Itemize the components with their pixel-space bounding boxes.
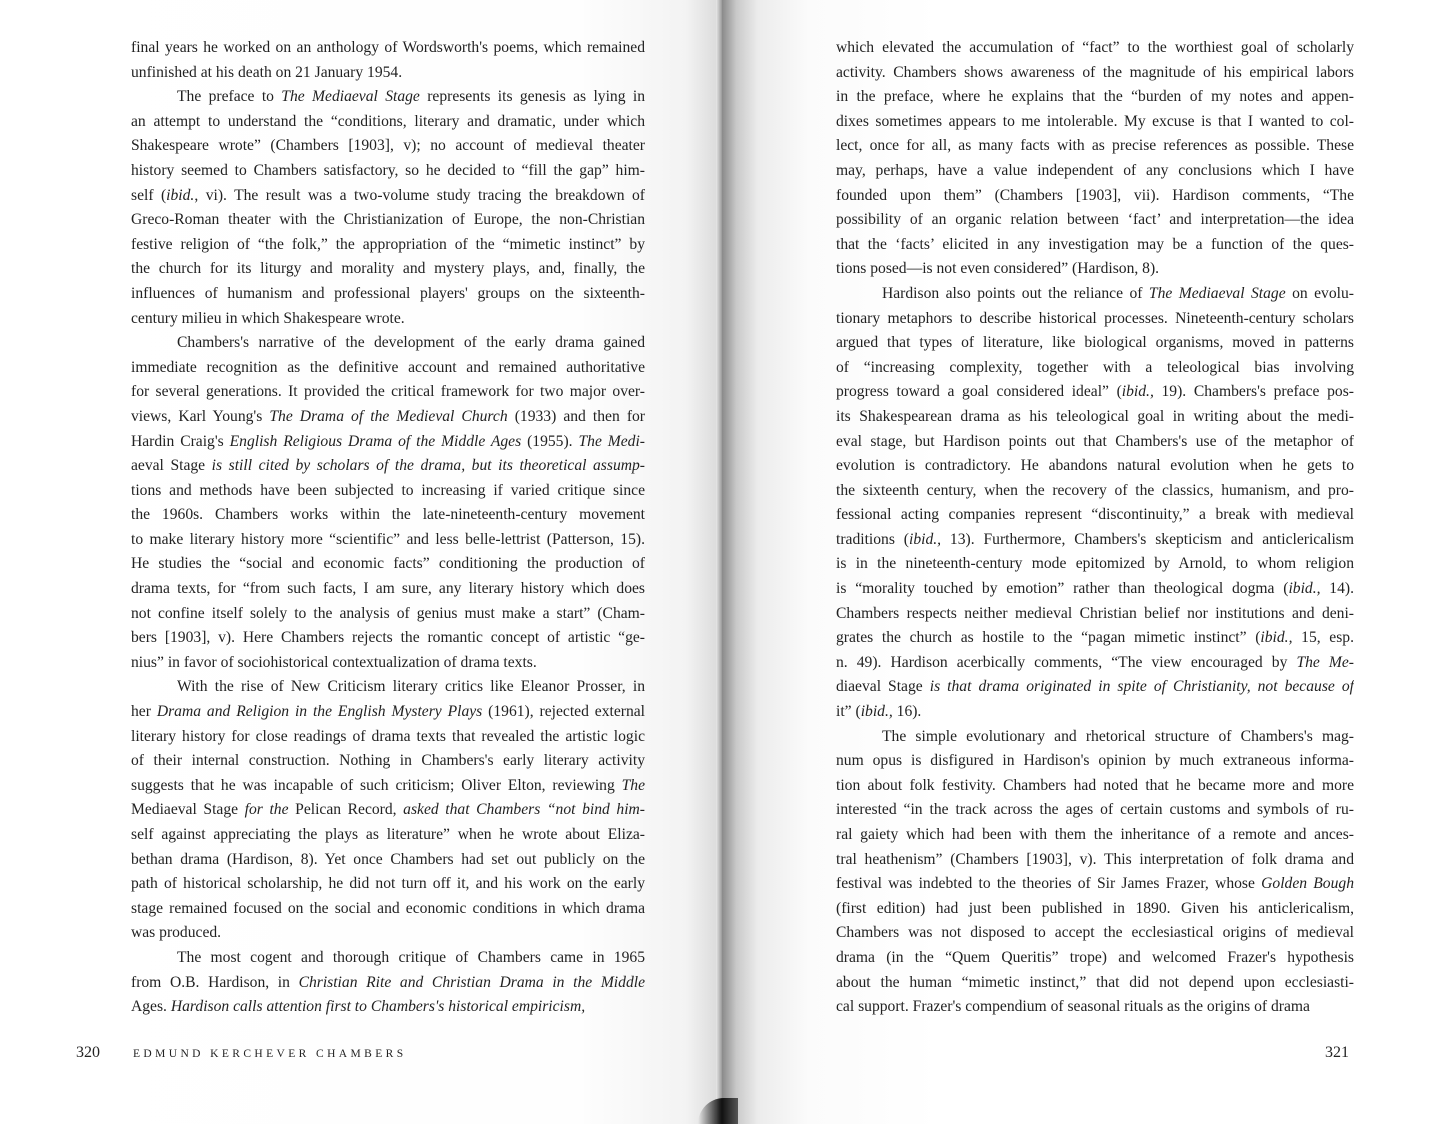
text-run: not confine itself solely to the analysis of genius must make a start” (Cham- [131, 604, 645, 622]
text-run: Ages. [131, 998, 167, 1016]
text-run: The simple evolutionary and rhetorical structure of Chambers's mag- [882, 727, 1354, 745]
text-line [836, 380, 1354, 405]
text-run: Pelican Record, [295, 801, 397, 819]
text-line [836, 675, 1354, 700]
text-run: (1933) and then for [507, 407, 645, 425]
text-run: self against appreciating the plays as literature” when he wrote about Eliza- [131, 826, 645, 843]
text-run: With the rise of New Criticism literary critics like Eleanor Prosser, in [177, 678, 645, 696]
text-run: her [131, 703, 157, 721]
text-run: fessional acting companies represent “discontinuity,” a break with medieval [836, 506, 1354, 524]
text-line [131, 454, 645, 479]
text-run: tionary metaphors to describe historical processes. Nineteenth-century scholars [836, 309, 1354, 327]
text-line [836, 749, 1354, 774]
text-run: is “morality touched by emotion” rather than theological dogma ( [836, 580, 1289, 598]
text-line [836, 700, 1354, 725]
text-line [131, 61, 645, 86]
text-run: festive religion of “the folk,” the appropriation of the “mimetic instinct” by [131, 235, 645, 253]
text-line [836, 995, 1354, 1020]
italic-title: The Mediaeval Stage [281, 88, 420, 106]
text-run: activity. Chambers shows awareness of the magnitude of his empirical labors [836, 63, 1354, 81]
text-run: ral gaiety which had been with them the inheritance of a remote and ances- [836, 826, 1354, 843]
text-run: century milieu in which Shakespeare wrote. [131, 309, 405, 327]
text-run: n. 49). Hardison acerbically comments, “The view encouraged by [836, 653, 1297, 671]
italic-title: The [621, 776, 645, 794]
text-line [131, 971, 645, 996]
text-run: is in the nineteenth-century mode epitomized by Arnold, to whom religion [836, 555, 1354, 573]
text-run: of their internal construction. Nothing in Chambers's early literary activity [131, 752, 645, 770]
text-line [836, 85, 1354, 110]
text-line [131, 233, 645, 258]
italic-title: The Mediaeval Stage [1148, 284, 1286, 302]
text-run: the 1960s. Chambers works within the late-nineteenth-century movement [131, 506, 645, 524]
text-run: drama (in the “Quem Queritis” trope) and welcomed Frazer's hypothesis [836, 948, 1354, 966]
italic-title: Hardison calls attention first to Chambers's historical empiricism, [166, 998, 586, 1016]
text-line [836, 331, 1354, 356]
text-run: its Shakespearean drama as his teleological goal in writing about the medi- [836, 407, 1354, 425]
text-line [836, 823, 1354, 848]
text-run: progress toward a goal considered ideal” ( [836, 383, 1122, 401]
book-gutter [716, 0, 722, 1124]
italic-title: ibid., [908, 530, 942, 548]
text-line [131, 946, 645, 971]
text-run: possibility of an organic relation between ‘fact’ and interpretation—the idea [836, 211, 1354, 229]
text-line [131, 798, 645, 823]
text-line [836, 503, 1354, 528]
italic-title: asked that Chambers “not bind him- [396, 801, 645, 819]
text-run: in the preface, where he explains that the “burden of my notes and appen- [836, 88, 1354, 106]
running-head: EDMUND KERCHEVER CHAMBERS [133, 1048, 407, 1060]
text-line [836, 282, 1354, 307]
text-line [836, 872, 1354, 897]
text-line [836, 798, 1354, 823]
text-line [836, 159, 1354, 184]
text-run: Mediaeval Stage [131, 801, 239, 819]
text-line [836, 356, 1354, 381]
text-run: (1961), rejected external [482, 703, 645, 721]
left-page-body-text [131, 36, 645, 1020]
text-line [131, 184, 645, 209]
text-line [836, 184, 1354, 209]
text-line [836, 454, 1354, 479]
text-run: interested “in the track across the ages of certain customs and symbols of ru- [836, 801, 1354, 819]
italic-title: for the [238, 801, 296, 819]
text-run: the church for its liturgy and morality and mystery plays, and, finally, the [131, 260, 645, 278]
text-line [131, 872, 645, 897]
text-line [131, 749, 645, 774]
text-run: on evolu- [1285, 284, 1354, 302]
text-run: of “increasing complexity, together with a teleological bias involving [836, 358, 1354, 376]
italic-title: Golden Bough [1261, 875, 1354, 893]
text-line [836, 921, 1354, 946]
italic-title: ibid. [166, 186, 195, 204]
italic-title: The Medi- [578, 432, 645, 450]
text-run: that the ‘facts’ elicited in any investigation may be a function of the ques- [836, 235, 1354, 253]
text-line [131, 110, 645, 135]
text-line [131, 823, 645, 848]
text-line [131, 479, 645, 504]
text-run: , vi). The result was a two-volume study tracing the breakdown of [194, 186, 645, 204]
text-line [131, 577, 645, 602]
text-line [131, 85, 645, 110]
text-run: dixes sometimes appears to me intolerable. My excuse is that I wanted to col- [836, 112, 1354, 130]
text-line [131, 995, 645, 1020]
text-run: tion about folk festivity. Chambers had noted that he became more and more [836, 776, 1354, 794]
text-line [131, 528, 645, 553]
text-run: 15, esp. [1292, 629, 1354, 647]
text-run: drama texts, for “from such facts, I am sure, any literary history which does [131, 580, 645, 598]
text-line [836, 307, 1354, 332]
text-run: lect, once for all, as many facts with as precise references as possible. These [836, 137, 1354, 155]
text-line [836, 602, 1354, 627]
text-line [131, 208, 645, 233]
text-run: Greco-Roman theater with the Christianization of Europe, the non-Christian [131, 211, 645, 229]
text-line [836, 110, 1354, 135]
text-line [836, 725, 1354, 750]
italic-title: ibid., [1121, 383, 1154, 401]
text-run: num opus is disfigured in Hardison's opinion by much extraneous informa- [836, 752, 1354, 770]
text-line [131, 307, 645, 332]
text-run: for several generations. It provided the critical framework for two major over- [131, 383, 645, 401]
italic-title: Drama and Religion in the English Mystery Plays [156, 703, 483, 721]
text-line [131, 257, 645, 282]
italic-title: The Me- [1296, 653, 1354, 671]
text-line [836, 897, 1354, 922]
text-run: argued that types of literature, like biological organisms, moved in patterns [836, 334, 1354, 352]
text-line [836, 577, 1354, 602]
text-run: to make literary history more “scientific” and less belle-lettrist (Patterson, 15). [131, 530, 645, 548]
italic-title: ibid., [1260, 629, 1293, 647]
text-line [836, 848, 1354, 873]
text-line [131, 675, 645, 700]
text-run: Chambers respects neither medieval Christian belief nor institutions and deni- [836, 604, 1354, 622]
text-run: Shakespeare wrote” (Chambers [1903], v); no account of medieval theater [131, 137, 645, 155]
text-run: stage remained focused on the social and economic conditions in which drama [131, 899, 645, 917]
text-run: views, Karl Young's [131, 407, 270, 425]
text-line [131, 921, 645, 946]
text-line [836, 774, 1354, 799]
text-run: (1955). [521, 432, 579, 450]
italic-title: is that drama originated in spite of Christianity, not because of [922, 678, 1354, 696]
text-run: the sixteenth century, when the recovery of the classics, humanism, and pro- [836, 481, 1354, 499]
text-line [836, 971, 1354, 996]
text-run: suggests that he was incapable of such criticism; Oliver Elton, reviewing [131, 776, 622, 794]
text-run: He studies the “social and economic facts” conditioning the production of [131, 555, 645, 573]
text-line [836, 134, 1354, 159]
text-line [131, 331, 645, 356]
text-run: may, perhaps, have a value independent of any conclusions which I have [836, 161, 1354, 179]
text-run: which elevated the accumulation of “fact” to the worthiest goal of scholarly [836, 39, 1354, 56]
text-line [836, 528, 1354, 553]
text-line [836, 552, 1354, 577]
text-line [131, 725, 645, 750]
text-line [131, 405, 645, 430]
text-line [131, 897, 645, 922]
text-run: from O.B. Hardison, in [131, 973, 299, 991]
text-run: nius” in favor of sociohistorical contextualization of drama texts. [131, 653, 537, 671]
text-run: 16). [892, 703, 922, 721]
italic-title: ibid., [860, 703, 893, 721]
text-line [836, 257, 1354, 282]
text-line [836, 651, 1354, 676]
italic-title: The Drama of the Medieval Church [269, 407, 508, 425]
italic-title: English Religious Drama of the Middle Ages [229, 432, 522, 450]
text-run: unfinished at his death on 21 January 1954. [131, 63, 403, 81]
text-run: bers [1903], v). Here Chambers rejects the romantic concept of artistic “ge- [131, 629, 645, 647]
text-line [131, 36, 645, 61]
text-line [836, 430, 1354, 455]
text-line [131, 700, 645, 725]
text-run: was produced. [131, 924, 222, 942]
text-line [131, 552, 645, 577]
text-run: evolution is contradictory. He abandons natural evolution when he gets to [836, 457, 1354, 475]
text-run: an attempt to understand the “conditions, literary and dramatic, under which [131, 112, 645, 130]
italic-title: is still cited by scholars of the drama, but its theoretical assump- [205, 457, 645, 475]
text-run: The most cogent and thorough critique of Chambers came in 1965 [177, 948, 645, 966]
text-line [131, 602, 645, 627]
text-run: Hardin Craig's [131, 432, 230, 450]
text-line [836, 61, 1354, 86]
text-line [836, 626, 1354, 651]
text-run: Chambers was not disposed to accept the ecclesiastical origins of medieval [836, 924, 1354, 942]
text-run: festival was indebted to the theories of Sir James Frazer, whose [836, 875, 1262, 893]
right-page-body-text [836, 36, 1354, 1020]
text-run: founded upon them” (Chambers [1903], vii). Hardison comments, “The [836, 186, 1354, 204]
text-line [131, 356, 645, 381]
text-line [131, 848, 645, 873]
text-line [131, 626, 645, 651]
text-line [131, 159, 645, 184]
text-line [131, 651, 645, 676]
text-line [131, 282, 645, 307]
text-run: it” ( [836, 703, 861, 721]
text-line [836, 36, 1354, 61]
italic-title: ibid., [1288, 580, 1321, 598]
right-page-number: 321 [1325, 1044, 1349, 1061]
text-run: (first edition) had just been published in 1890. Given his anticlericalism, [836, 899, 1354, 917]
text-line [131, 503, 645, 528]
text-run: final years he worked on an anthology of Wordsworth's poems, which remained [131, 39, 645, 56]
text-run: diaeval Stage [836, 678, 923, 696]
text-run: cal support. Frazer's compendium of seasonal rituals as the origins of drama [836, 998, 1310, 1016]
text-run: grates the church as hostile to the “pagan mimetic instinct” ( [836, 629, 1261, 647]
text-line [836, 208, 1354, 233]
text-run: represents its genesis as lying in [419, 88, 645, 106]
left-page-number: 320 [76, 1044, 100, 1061]
text-run: tions and methods have been subjected to increasing if varied critique since [131, 481, 645, 499]
text-run: bethan drama (Hardison, 8). Yet once Chambers had set out publicly on the [131, 850, 645, 868]
italic-title: Christian Rite and Christian Drama in the Middle [298, 973, 645, 991]
text-run: immediate recognition as the definitive account and remained authoritative [131, 358, 645, 376]
text-line [836, 405, 1354, 430]
text-run: The preface to [177, 88, 282, 106]
text-line [131, 380, 645, 405]
text-line [131, 134, 645, 159]
text-run: path of historical scholarship, he did not turn off it, and his work on the early [131, 875, 645, 893]
text-line [836, 233, 1354, 258]
text-run: tral heathenism” (Chambers [1903], v). This interpretation of folk drama and [836, 850, 1354, 868]
text-run: about the human “mimetic instinct,” that did not depend upon ecclesiasti- [836, 973, 1354, 991]
text-run: literary history for close readings of drama texts that revealed the artistic logic [131, 727, 645, 745]
text-run: 13). Furthermore, Chambers's skepticism and anticlericalism [941, 530, 1354, 548]
text-run: history seemed to Chambers satisfactory, so he decided to “fill the gap” him- [131, 161, 645, 179]
text-run: Chambers's narrative of the development of the early drama gained [177, 334, 645, 352]
text-line [131, 430, 645, 455]
text-run: Hardison also points out the reliance of [882, 284, 1149, 302]
text-run: eval stage, but Hardison points out that Chambers's use of the metaphor of [836, 432, 1354, 450]
text-run: influences of humanism and professional players' groups on the sixteenth- [131, 284, 645, 302]
text-run: 14). [1320, 580, 1354, 598]
text-line [836, 479, 1354, 504]
text-line [131, 774, 645, 799]
text-run: aeval Stage [131, 457, 206, 475]
text-run: traditions ( [836, 530, 909, 548]
text-line [836, 946, 1354, 971]
text-run: self ( [131, 186, 167, 204]
text-run: tions posed—is not even considered” (Hardison, 8). [836, 260, 1160, 278]
text-run: 19). Chambers's preface pos- [1153, 383, 1354, 401]
